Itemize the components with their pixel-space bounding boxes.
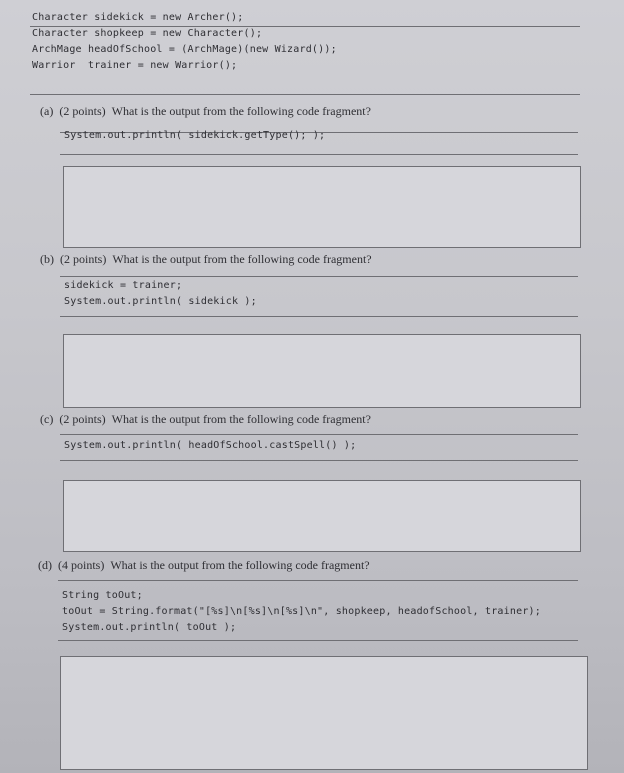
header-code-line: Character shopkeep = new Character();: [32, 28, 263, 39]
code-line: String toOut;: [62, 590, 143, 601]
question-points: (2 points): [59, 104, 106, 118]
question-points: (4 points): [58, 558, 105, 572]
code-line: System.out.println( toOut );: [62, 622, 237, 633]
answer-box-b[interactable]: [63, 334, 581, 408]
code-line: System.out.println( headOfSchool.castSpell() );: [64, 440, 357, 451]
question-b: [40, 252, 372, 267]
question-label: (b): [40, 252, 54, 266]
question-points: (2 points): [59, 412, 106, 426]
question-text: What is the output from the following code fragment?: [112, 252, 372, 266]
code-bottom-rule: [60, 316, 578, 317]
question-points: (2 points): [60, 252, 107, 266]
code-top-rule: [60, 434, 578, 435]
question-d: [38, 558, 370, 573]
code-line: toOut = String.format("[%s]\n[%s]\n[%s]\n", shopkeep, headofSchool, trainer);: [62, 606, 541, 617]
code-line: sidekick = trainer;: [64, 280, 183, 291]
question-c: [40, 412, 371, 427]
answer-box-a[interactable]: [63, 166, 581, 248]
question-a: [40, 104, 371, 119]
question-text: What is the output from the following code fragment?: [111, 104, 371, 118]
question-label: (a): [40, 104, 54, 118]
code-bottom-rule: [60, 460, 578, 461]
answer-box-d[interactable]: [60, 656, 588, 770]
question-label: (c): [40, 412, 54, 426]
question-text: What is the output from the following code fragment?: [110, 558, 370, 572]
header-code-line: ArchMage headOfSchool = (ArchMage)(new Wizard());: [32, 44, 337, 55]
code-line: System.out.println( sidekick.getType(); );: [64, 130, 326, 141]
question-text: What is the output from the following code fragment?: [111, 412, 371, 426]
header-top-rule: [30, 26, 580, 27]
header-bottom-rule: [30, 94, 580, 95]
header-code-line: Character sidekick = new Archer();: [32, 12, 244, 23]
question-label: (d): [38, 558, 52, 572]
answer-box-c[interactable]: [63, 480, 581, 552]
code-bottom-rule: [58, 640, 578, 641]
code-line: System.out.println( sidekick );: [64, 296, 257, 307]
header-code-line: Warrior trainer = new Warrior();: [32, 60, 238, 71]
code-bottom-rule: [60, 154, 578, 155]
code-top-rule: [60, 276, 578, 277]
code-top-rule: [58, 580, 578, 581]
